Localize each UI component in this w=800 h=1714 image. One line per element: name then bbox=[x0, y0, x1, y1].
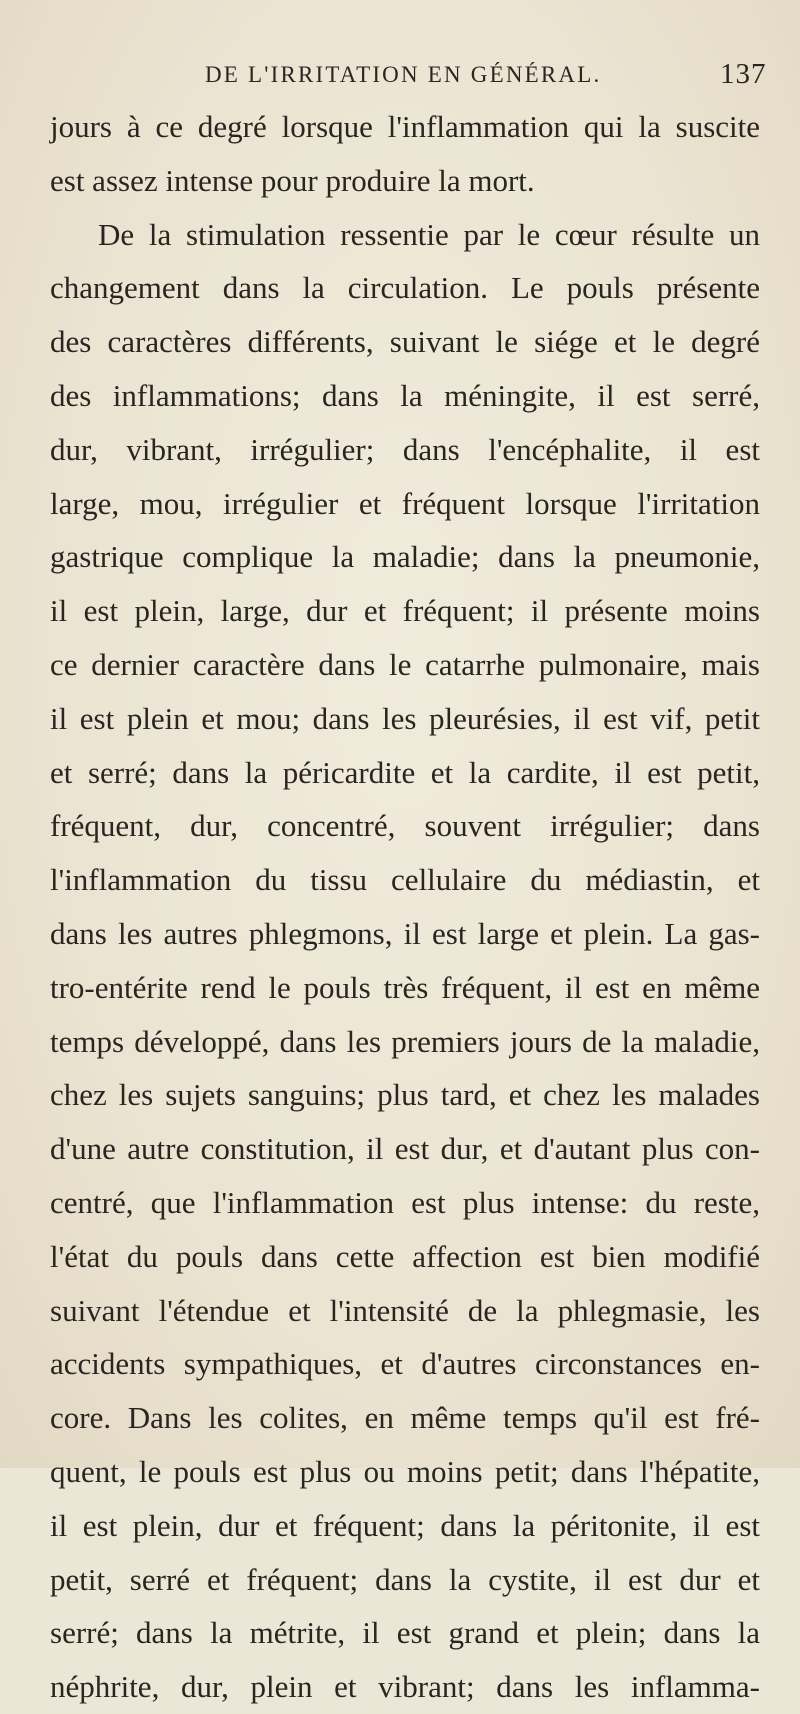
text-line: core. Dans les colites, en même temps qu'il est fré- bbox=[50, 1400, 760, 1436]
text-line: suivant l'étendue et l'intensité de la phlegmasie, les bbox=[50, 1292, 760, 1328]
text-line: accidents sympathiques, et d'autres circonstances en- bbox=[50, 1346, 760, 1382]
text-line: et serré; dans la péricardite et la cardite, il est petit, bbox=[50, 754, 760, 790]
running-title: DE L'IRRITATION EN GÉNÉRAL. bbox=[205, 62, 602, 87]
text-line: changement dans la circulation. Le pouls présente bbox=[50, 270, 760, 306]
text-line: centré, que l'inflammation est plus intense: du reste, bbox=[50, 1184, 760, 1220]
text-line: des inflammations; dans la méningite, il est serré, bbox=[50, 377, 760, 413]
text-line: serré; dans la métrite, il est grand et plein; dans la bbox=[50, 1615, 760, 1651]
text-line: il est plein, dur et fréquent; dans la péritonite, il est bbox=[50, 1507, 760, 1543]
text-line: des caractères différents, suivant le siége et le degré bbox=[50, 324, 760, 360]
text-line: quent, le pouls est plus ou moins petit; dans l'hépatite, bbox=[50, 1453, 760, 1489]
text-line: l'état du pouls dans cette affection est bien modifié bbox=[50, 1238, 760, 1274]
text-line: il est plein, large, dur et fréquent; il présente moins bbox=[50, 593, 760, 629]
text-line: l'inflammation du tissu cellulaire du médiastin, et bbox=[50, 862, 760, 898]
text-line: ce dernier caractère dans le catarrhe pulmonaire, mais bbox=[50, 646, 760, 682]
text-line: d'une autre constitution, il est dur, et d'autant plus con- bbox=[50, 1131, 760, 1167]
text-line: fréquent, dur, concentré, souvent irrégulier; dans bbox=[50, 808, 760, 844]
page-number: 137 bbox=[720, 58, 767, 90]
text-line: petit, serré et fréquent; dans la cystite, il est dur et bbox=[50, 1561, 760, 1597]
text-line: il est plein et mou; dans les pleurésies, il est vif, petit bbox=[50, 700, 760, 736]
text-line: est assez intense pour produire la mort. bbox=[50, 162, 535, 198]
body-text bbox=[50, 100, 760, 1714]
text-line: néphrite, dur, plein et vibrant; dans les inflamma- bbox=[50, 1669, 760, 1705]
text-line: chez les sujets sanguins; plus tard, et chez les malades bbox=[50, 1077, 760, 1113]
text-line: gastrique complique la maladie; dans la pneumonie, bbox=[50, 539, 760, 575]
text-line: large, mou, irrégulier et fréquent lorsque l'irritation bbox=[50, 485, 760, 521]
text-line: tro-entérite rend le pouls très fréquent, il est en même bbox=[50, 969, 760, 1005]
text-line: dans les autres phlegmons, il est large et plein. La gas- bbox=[50, 915, 760, 951]
text-line: jours à ce degré lorsque l'inflammation qui la suscite bbox=[50, 109, 760, 144]
paragraph-start-line: De la stimulation ressentie par le cœur résulte un bbox=[98, 216, 760, 252]
text-line: dur, vibrant, irrégulier; dans l'encéphalite, il est bbox=[50, 431, 760, 467]
text-line: temps développé, dans les premiers jours de la maladie, bbox=[50, 1023, 760, 1059]
page-header bbox=[0, 58, 800, 98]
